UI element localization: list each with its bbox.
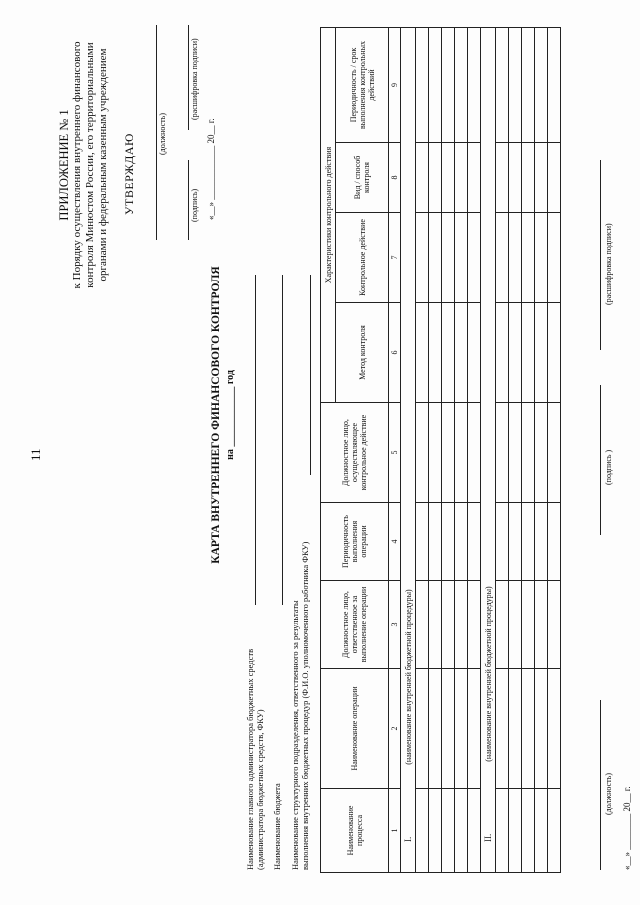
table-row (455, 28, 468, 873)
table-row (509, 28, 522, 873)
number-row (389, 28, 401, 873)
footer-date: «__» ________ 20__ г. (622, 786, 632, 870)
section-row (401, 28, 416, 873)
col-number: 8 (389, 143, 401, 213)
section-label: II. (483, 833, 493, 842)
table-row (535, 28, 548, 873)
section-cell (481, 28, 496, 873)
footer-signature-caption: (подпись ) (604, 449, 613, 485)
info-line: выполнения внутренних бюджетных процедур (Ф.И.О. уполномоченного работника ФКУ) (300, 541, 310, 870)
decode-caption: (расшифровка подписи) (190, 38, 199, 120)
info-line: Наименование главного администратора бюджетных средств (245, 648, 255, 870)
col-header: Периодичность выполнения операции (321, 503, 389, 581)
info-underline (282, 275, 283, 605)
table-row (442, 28, 455, 873)
info-line: (администратора бюджетных средств, ФКУ) (255, 709, 265, 870)
appendix-title: ПРИЛОЖЕНИЕ № 1 (57, 109, 71, 221)
col-number: 6 (389, 303, 401, 403)
col-header: Наименование процесса (321, 789, 389, 873)
col-number: 4 (389, 503, 401, 581)
section-note: (наименование внутренней бюджетной процедуры) (404, 589, 413, 765)
footer-decode-line (600, 160, 601, 350)
info-underline (255, 275, 256, 605)
document-subtitle: на ____________ год (225, 370, 236, 460)
info-underline (310, 275, 311, 475)
table-row (429, 28, 442, 873)
col-number: 9 (389, 28, 401, 143)
col-header: Должностное лицо, осуществляющее контрольное действие (321, 403, 389, 503)
appendix-line: органами и федеральным казенным учреждением (97, 48, 109, 282)
appendix-block (58, 25, 110, 305)
col-header: Метод контроля (336, 303, 389, 403)
info-line: Наименование бюджета (272, 783, 282, 870)
col-number: 3 (389, 581, 401, 669)
section-note: (наименование внутренней бюджетной процедуры) (484, 586, 493, 762)
col-header: Периодичность / срок выполнения контрольных действий (336, 28, 389, 143)
table-row (522, 28, 535, 873)
table-row (496, 28, 509, 873)
col-number: 1 (389, 789, 401, 873)
group-header: Характеристики контрольного действия (321, 28, 336, 403)
page-number: 11 (28, 448, 43, 461)
col-header: Наименование операции (321, 669, 389, 789)
position-line (156, 25, 157, 240)
col-number: 7 (389, 213, 401, 303)
col-number: 2 (389, 669, 401, 789)
col-header: Вид / способ контроля (336, 143, 389, 213)
footer-decode-caption: (расшифровка подписи) (604, 223, 613, 305)
control-map-table (320, 27, 561, 873)
document-title: КАРТА ВНУТРЕННЕГО ФИНАНСОВОГО КОНТРОЛЯ (210, 266, 222, 564)
table-row (548, 28, 561, 873)
footer-position-line (600, 700, 601, 870)
appendix-line: к Порядку осуществления внутреннего финансового (71, 41, 83, 289)
info-line: Наименование структурного подразделения, ответственного за результаты (290, 600, 300, 870)
col-header: Должностное лицо, ответственное за выполнение операции (321, 581, 389, 669)
signature-caption: (подпись) (190, 188, 199, 222)
appendix-line: контроля Минюстом России, его территориальными (84, 42, 96, 288)
position-caption: (должность) (158, 113, 167, 155)
signature-line (188, 160, 189, 240)
table-row (416, 28, 429, 873)
section-cell (401, 28, 416, 873)
decode-line (188, 25, 189, 130)
footer-position-caption: (должность) (604, 773, 613, 815)
approve-date: «__» ____________ 20__ г. (206, 118, 216, 220)
col-header: Контрольное действие (336, 213, 389, 303)
header-row (321, 28, 336, 873)
section-label: I. (403, 836, 413, 842)
approve-label: УТВЕРЖДАЮ (122, 133, 136, 215)
footer-signature-line (600, 385, 601, 535)
col-number: 5 (389, 403, 401, 503)
table-row (468, 28, 481, 873)
section-row (481, 28, 496, 873)
